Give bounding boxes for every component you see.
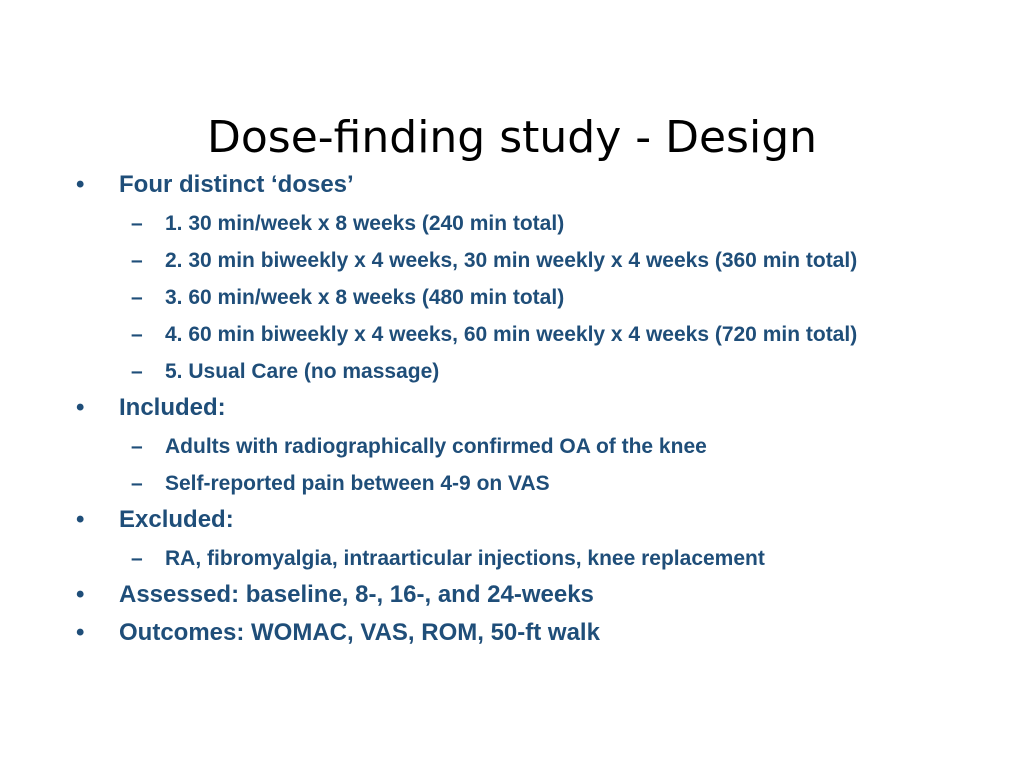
sub-bullet-text: Self-reported pain between 4-9 on VAS xyxy=(165,472,550,495)
sub-bullet-item xyxy=(0,433,1024,460)
bullet-list xyxy=(0,166,1024,648)
sub-bullet-text: 2. 30 min biweekly x 4 weeks, 30 min weekly x 4 weeks (360 min total) xyxy=(165,249,858,272)
bullet-icon: • xyxy=(76,394,85,421)
sub-bullet-item xyxy=(0,358,1024,385)
bullet-text: Excluded: xyxy=(119,506,234,533)
sub-bullet-text: 5. Usual Care (no massage) xyxy=(165,360,440,383)
sub-bullet-text: Adults with radiographically confirmed OA of the knee xyxy=(165,435,707,458)
bullet-text: Four distinct ‘doses’ xyxy=(119,171,354,198)
bullet-icon: • xyxy=(76,506,85,533)
bullet-item xyxy=(0,580,1024,610)
dash-icon: – xyxy=(131,249,143,272)
bullet-item xyxy=(0,505,1024,535)
bullet-item xyxy=(0,170,1024,200)
sub-bullet-text: RA, fibromyalgia, intraarticular injections, knee replacement xyxy=(165,547,765,570)
sub-bullet-text: 1. 30 min/week x 8 weeks (240 min total) xyxy=(165,212,565,235)
sub-bullet-item xyxy=(0,284,1024,311)
sub-bullet-text: 4. 60 min biweekly x 4 weeks, 60 min weekly x 4 weeks (720 min total) xyxy=(165,323,858,346)
bullet-icon: • xyxy=(76,581,85,608)
sub-bullet-item xyxy=(0,321,1024,348)
dash-icon: – xyxy=(131,212,143,235)
dash-icon: – xyxy=(131,323,143,346)
sub-bullet-item xyxy=(0,247,1024,274)
sub-bullet-item xyxy=(0,470,1024,497)
bullet-icon: • xyxy=(76,619,85,646)
dash-icon: – xyxy=(131,286,143,309)
sub-bullet-item xyxy=(0,210,1024,237)
dash-icon: – xyxy=(131,547,143,570)
bullet-text: Included: xyxy=(119,394,226,421)
sub-bullet-item xyxy=(0,545,1024,572)
bullet-icon: • xyxy=(76,171,85,198)
dash-icon: – xyxy=(131,360,143,383)
slide-title: Dose-finding study - Design xyxy=(206,112,818,163)
dash-icon: – xyxy=(131,472,143,495)
sub-bullet-text: 3. 60 min/week x 8 weeks (480 min total) xyxy=(165,286,565,309)
bullet-item xyxy=(0,618,1024,648)
dash-icon: – xyxy=(131,435,143,458)
bullet-item xyxy=(0,393,1024,423)
bullet-text: Assessed: baseline, 8-, 16-, and 24-weeks xyxy=(119,581,594,608)
bullet-text: Outcomes: WOMAC, VAS, ROM, 50-ft walk xyxy=(119,619,600,646)
